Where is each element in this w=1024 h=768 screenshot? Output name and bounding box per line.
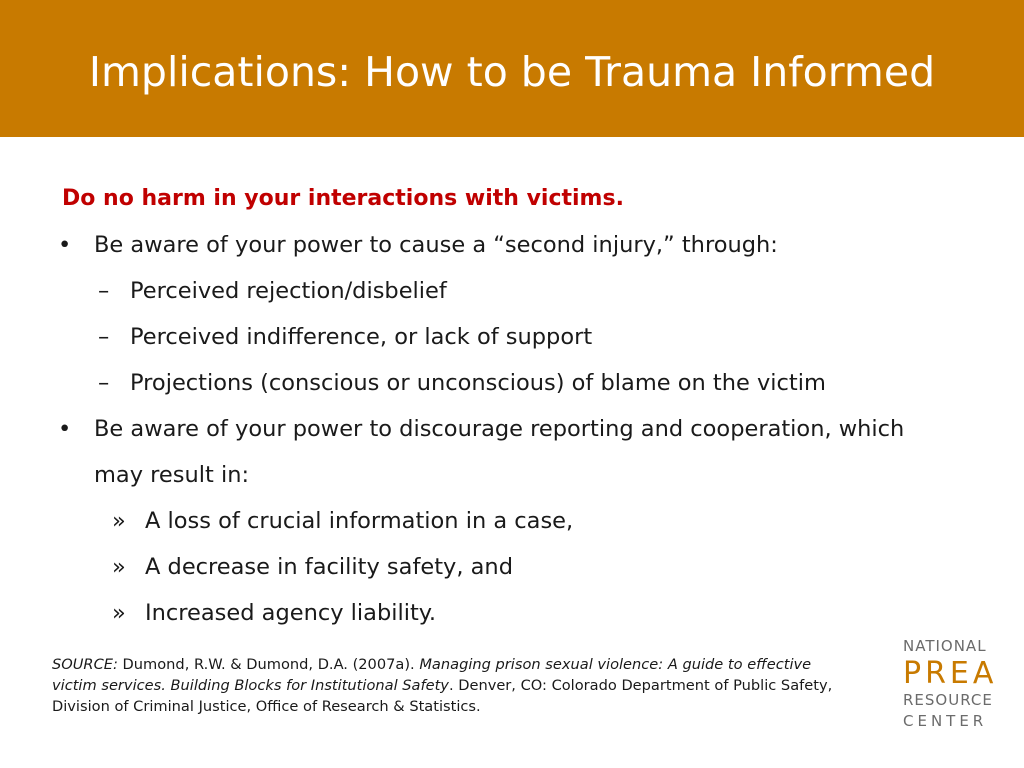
dash-marker: – — [98, 324, 110, 350]
sub-item — [62, 314, 982, 360]
logo-line-resource: RESOURCE — [903, 691, 993, 709]
title-bar — [0, 0, 1024, 137]
chevron-marker: » — [112, 508, 126, 534]
citation-authors: Dumond, R.W. & Dumond, D.A. (2007a). — [117, 656, 420, 673]
sub-item — [62, 498, 982, 544]
slide-title: Implications: How to be Trauma Informed — [88, 48, 936, 96]
bullet-text-continued: may result in: — [94, 462, 250, 488]
logo-line-prea: PREA — [903, 656, 998, 691]
bullet-text: Be aware of your power to discourage reporting and cooperation, which — [94, 416, 905, 442]
logo-line-national: NATIONAL — [903, 637, 987, 655]
chevron-marker: » — [112, 554, 126, 580]
source-citation — [52, 654, 882, 717]
citation-line-3: Division of Criminal Justice, Office of Research & Statistics. — [52, 698, 481, 715]
logo-line-center: CENTER — [903, 712, 988, 730]
citation-line-1 — [52, 654, 882, 675]
sub-item-text: Perceived indifference, or lack of support — [130, 324, 593, 350]
bullet-marker: • — [58, 232, 72, 258]
source-label: SOURCE: — [52, 656, 118, 673]
sub-item — [62, 360, 982, 406]
sub-item-text: A decrease in facility safety, and — [145, 554, 513, 580]
bullet-item — [58, 406, 982, 452]
sub-item — [62, 544, 982, 590]
citation-title-continued: victim services. Building Blocks for Institutional Safety — [52, 677, 449, 694]
bullet-marker: • — [58, 416, 72, 442]
bullet-text: Be aware of your power to cause a “second injury,” through: — [94, 232, 778, 258]
citation-line-2 — [52, 675, 882, 696]
slide-body — [58, 176, 982, 636]
sub-item — [62, 268, 982, 314]
sub-item-text: Perceived rejection/disbelief — [130, 278, 447, 304]
citation-publisher: . Denver, CO: Colorado Department of Public Safety, — [448, 677, 833, 694]
dash-marker: – — [98, 370, 110, 396]
sub-item — [62, 590, 982, 636]
lead-statement: Do no harm in your interactions with victims. — [62, 186, 624, 211]
bullet-item — [58, 222, 982, 268]
sub-item-text: Projections (conscious or unconscious) of blame on the victim — [130, 370, 826, 396]
citation-title: Managing prison sexual violence: A guide to effective — [419, 656, 812, 673]
chevron-marker: » — [112, 600, 126, 626]
sub-item-text: A loss of crucial information in a case, — [145, 508, 574, 534]
sub-item-text: Increased agency liability. — [145, 600, 437, 626]
dash-marker: – — [98, 278, 110, 304]
prea-logo — [903, 636, 1003, 732]
bullet-continuation — [62, 452, 982, 498]
